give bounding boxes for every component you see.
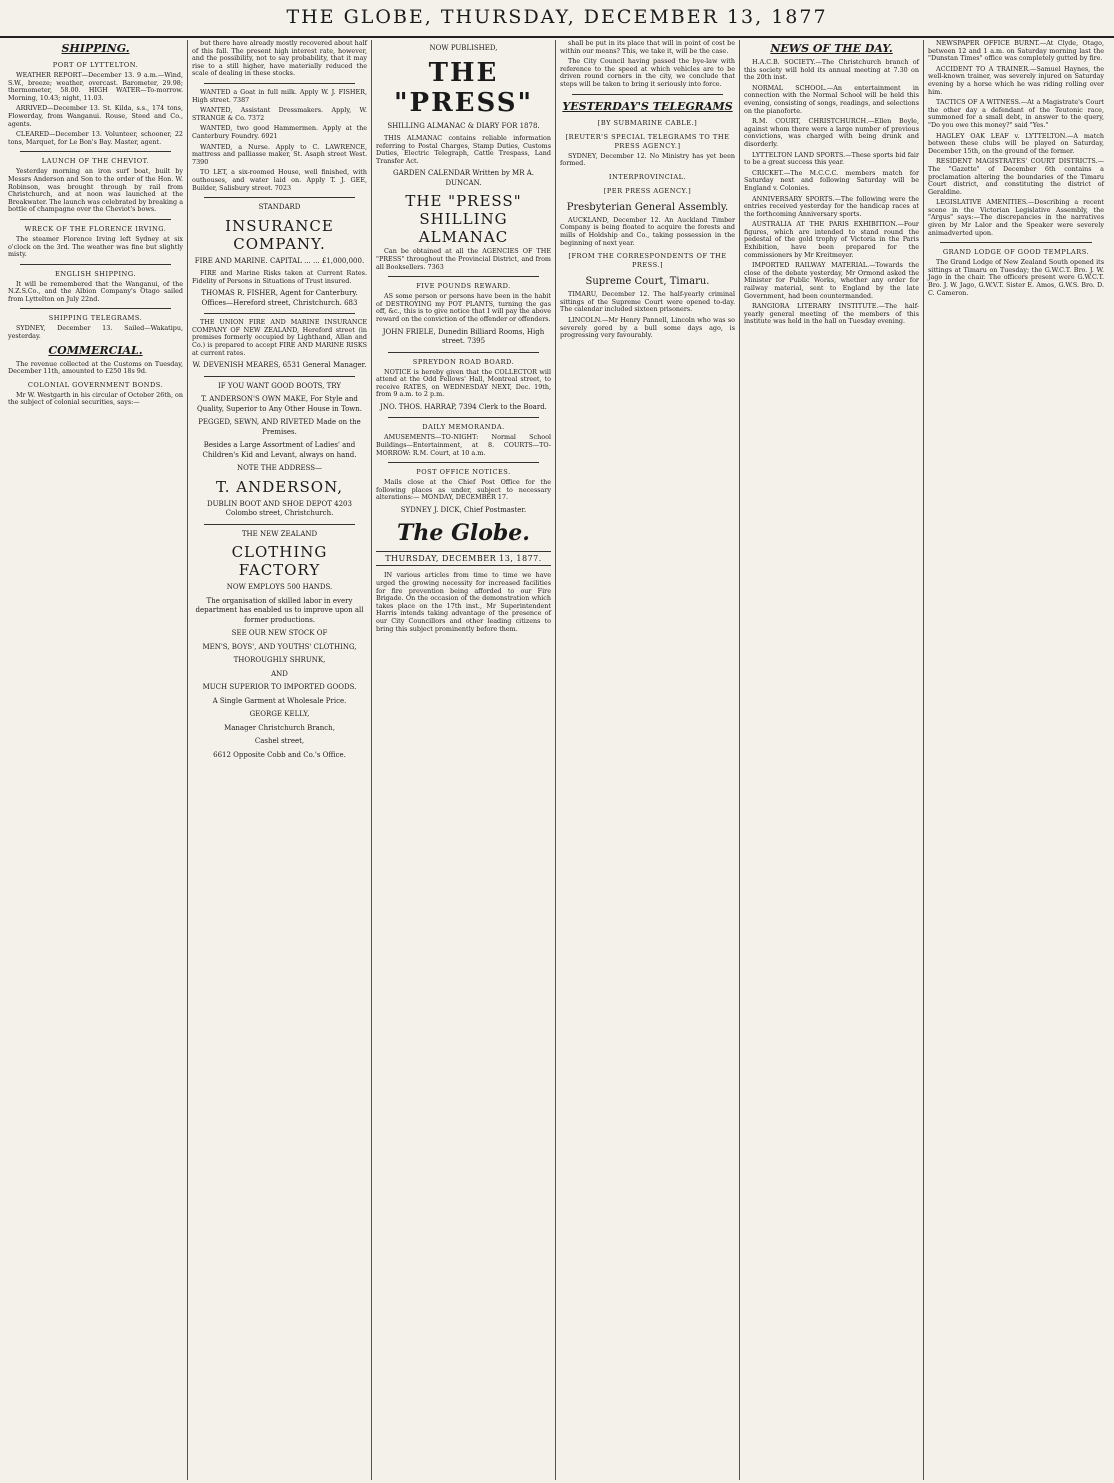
supreme-head: Supreme Court, Timaru.	[585, 276, 710, 288]
templars-text: The Grand Lodge of New Zealand South opened its sittings at Timaru on Tuesday; the G.W.C.T. Bro. J. W. Jago in the chair. The officers present were G.W.C.T. Bro. J. W. Jago, G.W.V.T. Sister E. Amos, G.W.S. Bro. D. C. Cameron.	[928, 258, 1104, 297]
shrunk: THOROUGHLY SHRUNK,	[233, 656, 326, 665]
divider	[204, 313, 355, 314]
spreydon-sign: JNO. THOS. HARRAP, 7394 Clerk to the Board.	[380, 402, 547, 411]
almanac-sub: SHILLING ALMANAC & DIARY FOR 1878.	[387, 121, 540, 130]
news-item: LEGISLATIVE AMENITIES.—Describing a recent scene in the Victorian Legislative Assembly, the "Argus" says:—The discrepancies in the narratives given by Mr Lalor and the Speaker were severely animadverted upon.	[928, 198, 1104, 237]
column-6	[924, 40, 1108, 1480]
news-item: LYTTELTON LAND SPORTS.—These sports bid fair to be a great success this year.	[744, 150, 919, 167]
divider	[204, 376, 355, 377]
insurance-sub: FIRE AND MARINE. CAPITAL ... ... £1,000,000.	[194, 256, 365, 265]
press-almanac: THE "PRESS" SHILLING ALMANAC	[405, 192, 522, 247]
column-4	[556, 40, 740, 1480]
reward-sign: JOHN FRIELE, Dunedin Billiard Rooms, High street. 7395	[382, 327, 545, 346]
divider	[20, 219, 171, 220]
telegrams-heading: SHIPPING TELEGRAMS.	[48, 314, 143, 323]
templars-head: GRAND LODGE OF GOOD TEMPLARS.	[942, 248, 1090, 257]
supreme-text: TIMARU, December 12. The half-yearly criminal sittings of the Supreme Court were opened to-day. The calendar included sixteen prisoners.	[560, 290, 735, 314]
commercial-title: COMMERCIAL.	[48, 343, 143, 357]
divider	[388, 276, 539, 277]
assembly-text: AUCKLAND, December 12. An Auckland Timber Company is being floated to acquire the forests and mills of Holdship and Co., taking possession in the beginning of next year.	[560, 215, 735, 247]
divider	[20, 308, 171, 309]
clothing-now: NOW EMPLOYS 500 HANDS.	[226, 583, 333, 592]
reward-head: FIVE POUNDS REWARD.	[416, 282, 511, 291]
standard-label: STANDARD	[258, 203, 301, 212]
launch-text: Yesterday morning an iron surf boat, built by Messrs Anderson and Son to the order of the Hon. W. Robinson, was brought through by rail from Christchurch, and at noon was launched at the Breakwater. The launch was celebrated by breaking a bottle of champagne over the Cheviot's bows.	[8, 167, 183, 214]
cleared: CLEARED—December 13. Volunteer, schooner, 22 tons, Marquet, for Le Bon's Bay. Master, agent.	[8, 130, 183, 146]
news-item: H.A.C.B. SOCIETY.—The Christchurch branch of this society will hold its annual meeting at 7.30 on the 20th inst.	[744, 58, 919, 82]
nz-label: THE NEW ZEALAND	[241, 529, 318, 538]
divider	[204, 524, 355, 525]
interprovincial: INTERPROVINCIAL.	[608, 172, 687, 181]
cashel: Cashel street,	[254, 737, 305, 746]
divider	[20, 264, 171, 265]
wanted-ad: WANTED, a Nurse. Apply to C. LAWRENCE, mattress and palliasse maker, St. Asaph street West. 7390	[192, 142, 367, 166]
port-heading: PORT OF LYTTELTON.	[52, 61, 139, 69]
news-title: NEWS OF THE DAY.	[770, 42, 893, 55]
leader-text: IN various articles from time to time we have urged the growing necessity for increased facilities for fire prevention being afforded to our Fire Brigade. On the occasion of the demonstration which takes place on the 17th inst., Mr Superintendent Harris intends taking advantage of the presence of our City Councillors and other leading citizens to bring this subject prominently before them.	[376, 571, 551, 633]
leader-continued: shall be put in its place that will in point of cost be within our means? This, we take it, will be the case.	[560, 40, 735, 55]
divider	[204, 83, 355, 84]
insurance-text: FIRE and Marine Risks taken at Current Rates. Fidelity of Persons in Situations of Trust insured.	[192, 269, 367, 285]
by-cable: [BY SUBMARINE CABLE.]	[597, 118, 698, 127]
press-agencies: Can be obtained at all the AGENCIES OF THE "PRESS" throughout the Provincial District, and from all Booksellers. 7363	[376, 247, 551, 271]
insurance-name: INSURANCE COMPANY.	[225, 216, 334, 253]
note-address: NOTE THE ADDRESS—	[236, 464, 323, 473]
superior: MUCH SUPERIOR TO IMPORTED GOODS.	[202, 683, 357, 692]
reuter: [REUTER'S SPECIAL TELEGRAMS TO THE PRESS AGENCY.]	[565, 132, 730, 150]
spreydon-text: NOTICE is hereby given that the COLLECTOR will attend at the Odd Fellows' Hall, Montreal street, to receive RATES, on WEDNESDAY NEXT, Dec. 19th, from 9 a.m. to 2 p.m.	[376, 367, 551, 399]
masthead: THE GLOBE, THURSDAY, DECEMBER 13, 1877	[0, 0, 1114, 38]
english-text: It will be remembered that the Wanganui, of the N.Z.S.Co., and the Albion Company's Otago sailed from Lyttelton on July 22nd.	[8, 279, 183, 303]
news-item: AUSTRALIA AT THE PARIS EXHIBITION.—Four figures, which are intended to stand round the pedestal of the gold trophy of Victoria in the Paris Exhibition, have been prepared for the commissioners by Mr Kreitmeyer.	[744, 220, 919, 259]
and: AND	[271, 669, 288, 678]
post-sign: SYDNEY J. DICK, Chief Postmaster.	[400, 505, 527, 514]
weather-report: WEATHER REPORT—December 13. 9 a.m.—Wind, S.W., breeze; weather, overcast. Barometer, 29.98; thermometer, 58.00. HIGH WATER—To-morrow. Morning, 10.43; night, 11.03.	[8, 71, 183, 102]
commercial-text: The revenue collected at the Customs on Tuesday, December 11th, amounted to £250 18s 9d.	[8, 359, 183, 376]
anderson-name: T. ANDERSON,	[215, 477, 344, 496]
insurance-agent: THOMAS R. FISHER, Agent for Canterbury. Offices—Hereford street, Christchurch. 683	[201, 289, 358, 307]
english-heading: ENGLISH SHIPPING.	[55, 269, 136, 278]
news-item: R.M. COURT, CHRISTCHURCH.—Ellen Boyle, against whom there were a large number of previous convictions, was charged with being drunk and disorderly.	[744, 117, 919, 148]
sydney-telegram: SYDNEY, December 12. No Ministry has yet been formed.	[560, 151, 735, 168]
news-item: HAGLEY OAK LEAF v. LYTTELTON.—A match between these clubs will be played on Saturday, December 15th, on the ground of the former.	[928, 131, 1104, 155]
spreydon-head: SPREYDON ROAD BOARD.	[412, 357, 515, 366]
wreck-heading: WRECK OF THE FLORENCE IRVING.	[24, 224, 167, 233]
clothing-text: The organisation of skilled labor in every department has enabled us to improve upon all former productions.	[195, 596, 364, 624]
column-2	[188, 40, 372, 1480]
divider	[388, 462, 539, 463]
post-text: Mails close at the Chief Post Office for the following places as under, subject to necessary alterations:— MONDAY, DECEMBER 17.	[376, 478, 551, 502]
wanted-ad: WANTED, Assistant Dressmakers. Apply, W. STRANGE & Co. 7372	[192, 106, 367, 122]
now-published: NOW PUBLISHED,	[429, 44, 498, 52]
divider	[204, 197, 355, 198]
divider	[572, 94, 723, 95]
news-item: RESIDENT MAGISTRATES' COURT DISTRICTS.—The "Gazette" of December 6th contains a proclamation altering the boundaries of the Timaru Court district, and constituting the district of Geraldine.	[928, 157, 1104, 196]
manager-name: GEORGE KELLY,	[249, 710, 310, 719]
column-3	[372, 40, 556, 1480]
press-agency: [PER PRESS AGENCY.]	[603, 186, 692, 195]
opposite: 6612 Opposite Cobb and Co.'s Office.	[213, 750, 346, 759]
news-item: NEWSPAPER OFFICE BURNT.—At Clyde, Otago, between 12 and 1 a.m. on Saturday morning last the "Dunstan Times" office was completely gutted by fire.	[928, 40, 1104, 63]
launch-heading: LAUNCH OF THE CHEVIOT.	[41, 157, 150, 166]
arrived: ARRIVED—December 13. St. Kilda, s.s., 174 tons, Flowerday, from Wanganui. Rouse, Steed and Co., agents.	[8, 104, 183, 128]
wanted-ad: WANTED a Goat in full milk. Apply W. J. FISHER, High street. 7387	[192, 87, 367, 104]
market-text: but there have already mostly recovered about half of this fall. The present high interest rate, however, and the possibility, not to say probability, that it may rise to a still higher, have materially reduced the scale of dealing in these stocks.	[192, 40, 367, 78]
boots-head: IF YOU WANT GOOD BOOTS, TRY	[218, 381, 341, 390]
city-council: The City Council having passed the bye-law with reference to the speed at which vehicles are to be driven round corners in the city, we conclude that steps will be taken to bring it seriously into force.	[560, 57, 735, 88]
news-item: TACTICS OF A WITNESS.—At a Magistrate's Court the other day a defendant of the Teutonic race, summoned for a small debt, in answer to the query, "Do you owe this money?" said "Yes."	[928, 98, 1104, 129]
bonds-heading: COLONIAL GOVERNMENT BONDS.	[27, 380, 164, 389]
boots-text: T. ANDERSON'S OWN MAKE, For Style and Quality, Superior to Any Other House in Town.	[196, 395, 363, 413]
telegrams-title: YESTERDAY'S TELEGRAMS	[562, 99, 733, 113]
shipping-title: SHIPPING.	[61, 42, 130, 55]
column-5	[740, 40, 924, 1480]
mens-clothing: MEN'S, BOYS', AND YOUTHS' CLOTHING,	[202, 642, 357, 651]
divider	[940, 242, 1092, 243]
see-stock: SEE OUR NEW STOCK OF	[231, 629, 328, 638]
nz-agent: W. DEVENISH MEARES, 6531 General Manager.	[192, 361, 367, 370]
divider	[388, 417, 539, 418]
columns	[4, 40, 1110, 1480]
wholesale: A Single Garment at Wholesale Price.	[212, 696, 347, 705]
correspondents: [FROM THE CORRESPONDENTS OF THE PRESS.]	[568, 252, 727, 270]
wreck-text: The steamer Florence Irving left Sydney at six o'clock on the 3rd. The weather was fine but slightly misty.	[8, 234, 183, 259]
boots-stock: Besides a Large Assortment of Ladies' and Children's Kid and Levant, always on hand.	[202, 441, 357, 459]
telegrams-text: SYDNEY, December 13. Sailed—Wakatipu, yesterday.	[8, 324, 183, 341]
wanted-ad: WANTED, two good Hammermen. Apply at the Canterbury Foundry. 6921	[192, 124, 367, 140]
almanac-text: THIS ALMANAC contains reliable information referring to Postal Charges, Stamp Duties, Customs Duties, Electric Telegraph, Cattle Trespass, Land Transfer Act.	[376, 134, 551, 165]
memoranda-text: AMUSEMENTS—TO-NIGHT: Normal School Buildings—Entertainment, at 8. COURTS—TO-MORROW: R.M. Court, at 10 a.m.	[376, 433, 551, 457]
clothing-factory: CLOTHING FACTORY	[231, 543, 328, 580]
globe-logo: The Globe.	[397, 520, 530, 547]
press-title: THE "PRESS"	[393, 57, 534, 118]
globe-date: THURSDAY, DECEMBER 13, 1877.	[376, 551, 551, 566]
boots-pegged: PEGGED, SEWN, AND RIVETED Made on the Premises.	[198, 418, 361, 436]
reward-text: AS some person or persons have been in the habit of DESTROYING my POT PLANTS, turning the gas off, &c., this is to give notice that I will pay the above reward on the conviction of the offender or offenders.	[376, 292, 551, 323]
nz-insurance: THE UNION FIRE AND MARINE INSURANCE COMPANY OF NEW ZEALAND, Hereford street (in premises formerly occupied by Lighthand, Allan and Co.) is prepared to accept FIRE AND MARINE RISKS at current rates.	[192, 318, 367, 357]
anderson-address: DUBLIN BOOT AND SHOE DEPOT 4203 Colombo street, Christchurch.	[207, 499, 352, 518]
divider	[388, 352, 539, 353]
lincoln: LINCOLN.—Mr Henry Pannell, Lincoln who was so severely gored by a bull some days ago, is progressing very favourably.	[560, 315, 735, 340]
assembly-head: Presbyterian General Assembly.	[566, 201, 729, 213]
garden-calendar: GARDEN CALENDAR Written by MR A. DUNCAN.	[392, 169, 535, 187]
divider	[20, 151, 171, 152]
news-item: NORMAL SCHOOL.—An entertainment in connection with the Normal School will be held this evening, consisting of songs, readings, and selections on the pianoforte.	[744, 83, 919, 115]
to-let-ad: TO LET, a six-roomed House, well finished, with outhouses, and water laid on. Apply T. J. GEE, Builder, Salisbury street. 7023	[192, 168, 367, 192]
news-item: ACCIDENT TO A TRAINER.—Samuel Haynes, the well-known trainer, was severely injured on Saturday evening by a horse which he was riding rolling over him.	[928, 64, 1104, 96]
column-1	[4, 40, 188, 1480]
post-head: POST OFFICE NOTICES.	[416, 468, 511, 477]
news-item: CRICKET.—The M.C.C.C. members match for Saturday next and following Saturday will be England v. Colonies.	[744, 168, 919, 192]
news-item: ANNIVERSARY SPORTS.—The following were the entries received yesterday for the handicap races at the forthcoming Anniversary sports.	[744, 194, 919, 218]
manager-title: Manager Christchurch Branch,	[224, 723, 335, 732]
memoranda-head: DAILY MEMORANDA.	[422, 423, 505, 432]
bonds-text: Mr W. Westgarth in his circular of October 26th, on the subject of colonial securities, says:—	[8, 390, 183, 407]
news-item: IMPORTED RAILWAY MATERIAL.—Towards the close of the debate yesterday, Mr Ormond asked the Minister for Public Works, whether any order for railway material, sent to England by the late Government, had been countermanded.	[744, 261, 919, 300]
news-item: RANGIORA LITERARY INSTITUTE.—The half-yearly general meeting of the members of this institute was held in the hall on Tuesday evening.	[744, 302, 919, 326]
